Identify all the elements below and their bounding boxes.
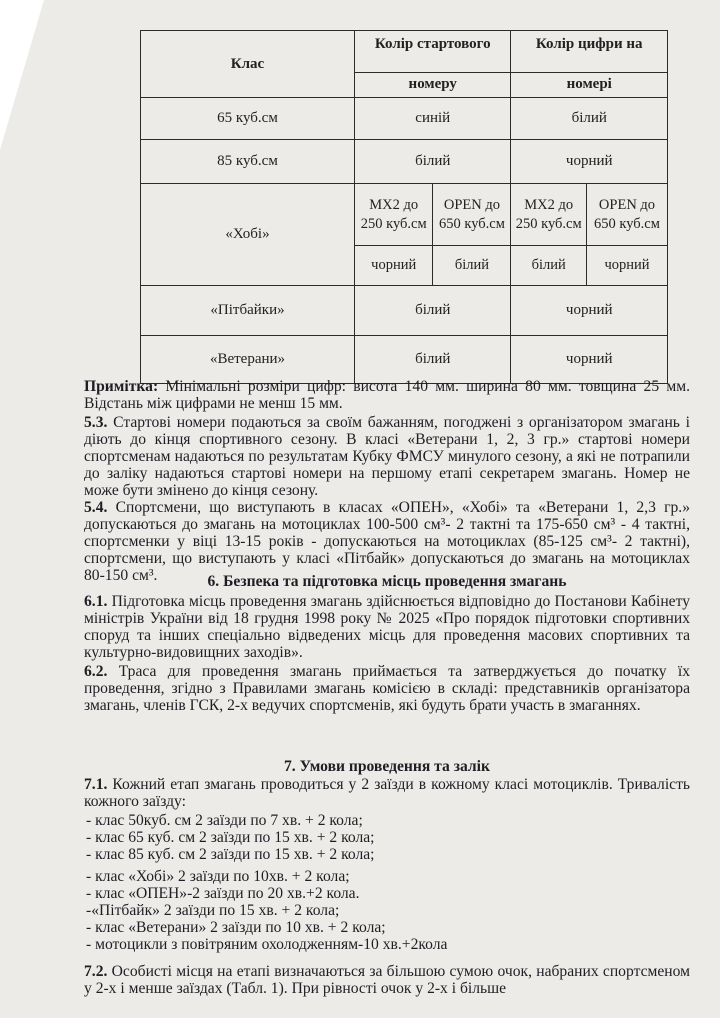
paragraph-6-1: 6.1. Підготовка місць проведення змагань здійснюється відповідно до Постанови Кабінету міністрів України від 18 грудня 1998 року № 2025 «Про порядок підготовки спортивних споруд та інших спеціально відведених місць для проведення масових спортивних та культурно-видовищних заходів».: [84, 593, 690, 661]
start-color-cell: білий: [355, 336, 511, 384]
start-number-color-table: [140, 30, 668, 384]
list-item: - клас «ОПЕН»-2 заїзди по 20 хв.+2 кола.: [86, 885, 360, 902]
header-start-color: Колір стартового номеру: [355, 31, 511, 98]
note-paragraph: [84, 378, 690, 412]
header-class: Клас: [141, 31, 355, 98]
digit-color-cell: білий: [511, 246, 586, 286]
list-item: - клас 85 куб. см 2 заїзди по 15 хв. + 2 кола;: [86, 846, 375, 863]
start-color-cell: білий: [355, 140, 511, 184]
section-7-heading: 7. Умови проведення та залік: [283, 758, 490, 775]
list-item: - клас 50куб. см 2 заїзди по 7 хв. + 2 кола;: [86, 812, 363, 829]
list-item: - мотоцикли з повітряним охолодженням-10 хв.+2кола: [86, 936, 448, 953]
list-item: -«Пітбайк» 2 заїзди по 15 хв. + 2 кола;: [86, 902, 340, 919]
hobby-open-cell: OPEN до 650 куб.см: [586, 184, 667, 246]
table-row: [141, 336, 668, 384]
hobby-mx2-cell: МХ2 до 250 куб.см: [355, 184, 433, 246]
list-item: - клас 65 куб. см 2 заїзди по 15 хв. + 2 кола;: [86, 829, 375, 846]
paragraph-7-1: 7.1. Кожний етап змагань проводиться у 2 заїзди в кожному класі мотоциклів. Тривалість кожного заїзду:: [84, 776, 690, 810]
list-item: - клас «Хобі» 2 заїзди по 10хв. + 2 кола;: [86, 868, 350, 885]
hobby-mx2-cell: МХ2 до 250 куб.см: [511, 184, 586, 246]
class-cell: «Пітбайки»: [141, 286, 355, 336]
hobby-open-cell: OPEN до 650 куб.см: [433, 184, 511, 246]
paragraph-5-3: 5.3. Стартові номери подаються за своїм бажанням, погодженi з організатором змагань і діють до кінця спортивного сезону. В класі «Ветерани 1, 2, 3 гр.» стартові номери спортсменам надаються по результатам Кубку ФМСУ минулого сезону, а які не потрапили до заліку надаються стартові номери на першому етапі секретарем змагань. Номер не може бути змінено до кінця сезону.: [84, 414, 690, 499]
header-digit-color: Колір цифри на номері: [511, 31, 668, 98]
list-item: - клас «Ветерани» 2 заїзди по 10 хв. + 2 кола;: [86, 919, 386, 936]
start-color-cell: білий: [355, 286, 511, 336]
paragraph-5-4: 5.4. Спортсмени, що виступають в класах «ОПЕН», «Хобі» та «Ветерани 1, 2,3 гр.» допускаються до змагань на мотоциклах 100-500 см³- 2 тактні та 175-650 см³ - 4 тактні, спортсменки у віці 13-15 років - допускаються на мотоциклах (85-125 см³- 2 тактні), спортсмени, що виступають у класі «Пітбайк» допускаються до змагань на мотоциклах 80-150 см³.: [84, 499, 690, 584]
digit-color-cell: чорний: [511, 140, 668, 184]
paragraph-6-2: 6.2. Траса для проведення змагань приймається та затверджується до початку їх проведення, згідно з Правилами змагань комісією в складі: представників організатора змагань, членів ГСК, 2-х ведучих спортсменів, які будуть брати участь в змаганнях.: [84, 663, 690, 714]
heat-duration-list: [86, 812, 447, 953]
start-color-cell: чорний: [355, 246, 433, 286]
class-cell: 65 куб.см: [141, 98, 355, 140]
class-cell: «Хобі»: [141, 184, 355, 286]
digit-color-cell: чорний: [511, 336, 668, 384]
table-row: [141, 184, 668, 246]
table-header-row: [141, 31, 668, 98]
digit-color-cell: чорний: [586, 246, 667, 286]
note-text: Мінімальні розміри цифр: висота 140 мм. ширина 80 мм. товщина 25 мм. Відстань між цифрами не менш 15 мм.: [84, 378, 690, 412]
digit-color-cell: чорний: [511, 286, 668, 336]
table-row: [141, 140, 668, 184]
table-row: [141, 286, 668, 336]
class-cell: «Ветерани»: [141, 336, 355, 384]
start-color-cell: синій: [355, 98, 511, 140]
table-row: [141, 98, 668, 140]
class-cell: 85 куб.см: [141, 140, 355, 184]
section-6-heading: 6. Безпека та підготовка місць проведення змагань: [207, 573, 567, 590]
start-color-cell: білий: [433, 246, 511, 286]
paragraph-7-2: 7.2. Особисті місця на етапі визначаються за більшою сумою очок, набраних спортсменом у 2-х і менше заїздах (Табл. 1). При рівності очок у 2-х і більше: [84, 963, 690, 997]
note-label: Примітка:: [84, 378, 159, 395]
digit-color-cell: білий: [511, 98, 668, 140]
